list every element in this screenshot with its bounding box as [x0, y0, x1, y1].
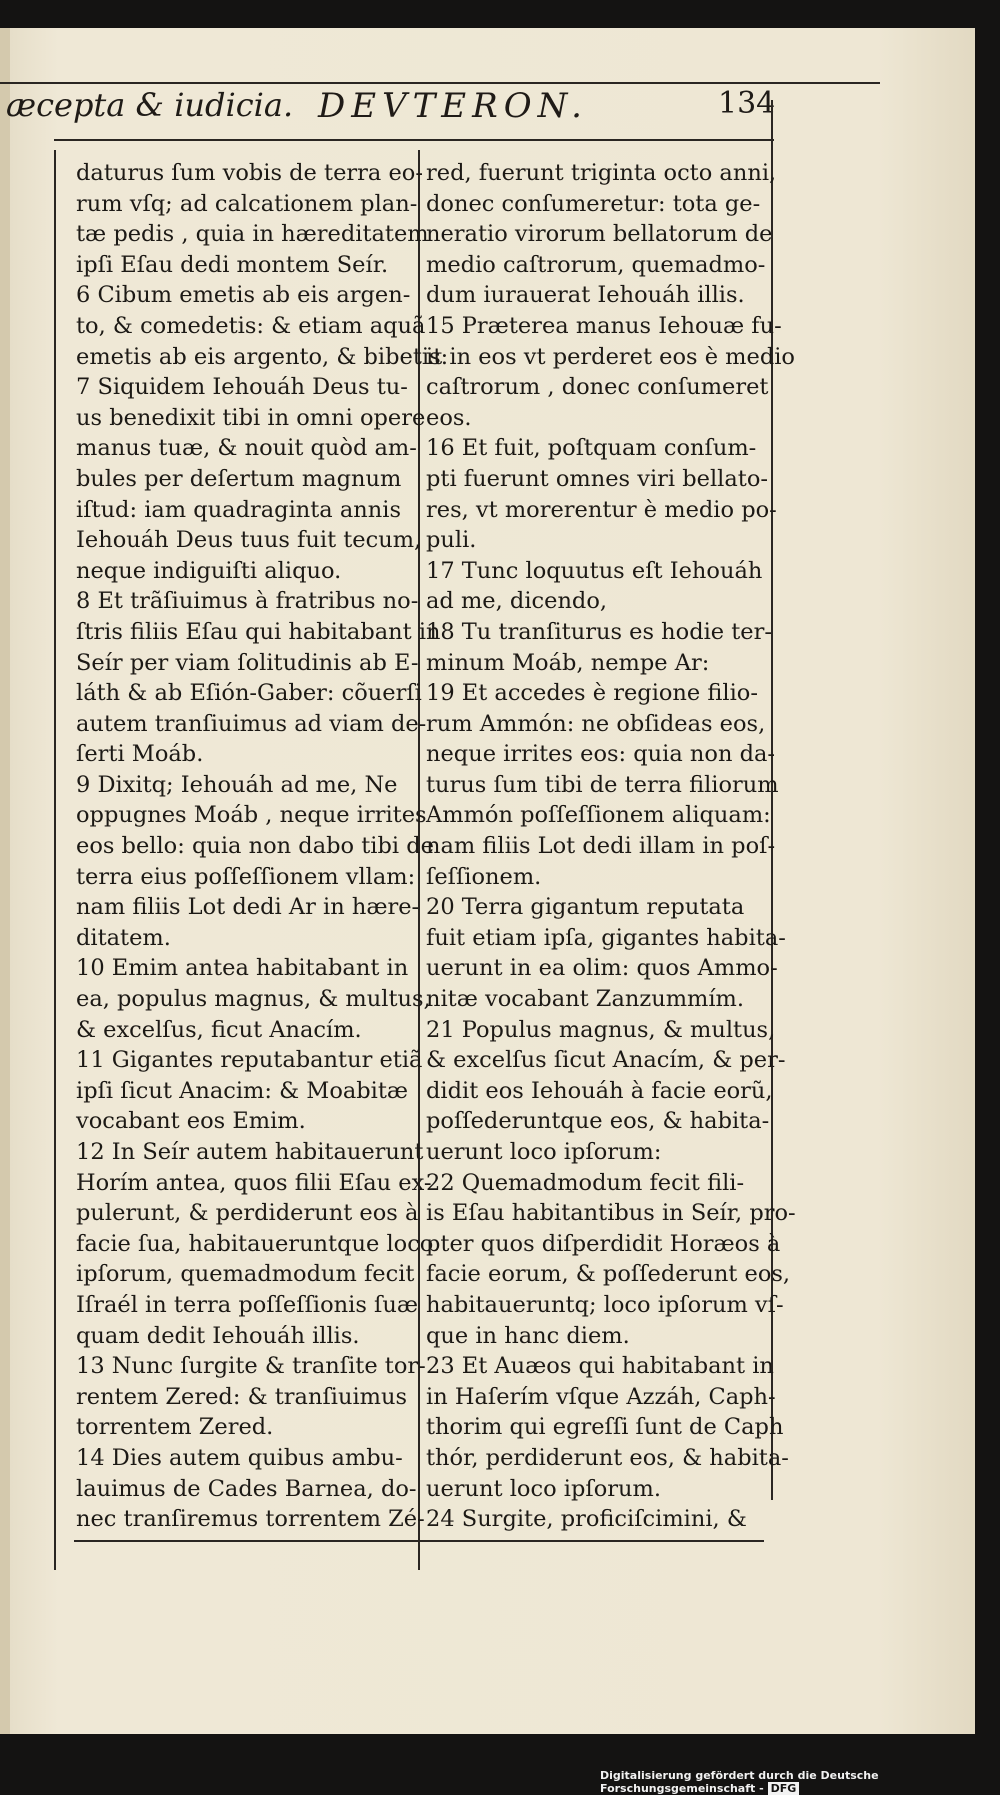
- left-text-column: [76, 158, 449, 1535]
- text-line: eos.: [426, 404, 472, 431]
- text-line: ad me, dicendo,: [426, 588, 608, 615]
- page-number: 134: [718, 86, 776, 121]
- text-line: 9 Dixitq; Iehouáh ad me, Ne: [76, 771, 398, 798]
- text-line: nec tranſiremus torrentem Zé-: [76, 1506, 425, 1533]
- text-line: Iehouáh Deus tuus fuit tecum,: [76, 527, 422, 554]
- text-line: 21 Populus magnus, & multus,: [426, 1016, 776, 1043]
- text-line: daturus ſum vobis de terra eo-: [76, 160, 423, 186]
- text-line: neratio virorum bellatorum de: [426, 221, 773, 248]
- text-line: Horím antea, quos filii Eſau ex-: [76, 1169, 432, 1196]
- text-line: 19 Et accedes è regione filio-: [426, 680, 758, 707]
- text-line: in Haſerím vſque Azzáh, Caph-: [426, 1383, 776, 1410]
- text-line: neque indiguiſti aliquo.: [76, 557, 342, 584]
- text-line: Seír per viam ſolitudinis ab E-: [76, 649, 419, 676]
- text-line: torrentem Zered.: [76, 1414, 274, 1441]
- text-line: 18 Tu tranſiturus es hodie ter-: [426, 618, 772, 645]
- text-line: 8 Et trãſiuimus à fratribus no-: [76, 588, 419, 615]
- text-line: 7 Siquidem Iehouáh Deus tu-: [76, 374, 408, 401]
- text-line: & excelſus, ficut Anacím.: [76, 1016, 362, 1043]
- text-line: manus tuæ, & nouit quòd am-: [76, 435, 417, 462]
- right-text-column: [426, 158, 796, 1535]
- text-line: minum Moáb, nempe Ar:: [426, 649, 710, 676]
- text-line: 15 Præterea manus Iehouæ fu-: [426, 312, 782, 339]
- text-line: rum vſq; ad calcationem plan-: [76, 190, 418, 217]
- text-line: poſſederuntque eos, & habita-: [426, 1108, 770, 1135]
- text-line: facie eorum, & poſſederunt eos,: [426, 1261, 791, 1288]
- text-line: puli.: [426, 527, 477, 554]
- dfg-logo: DFG: [768, 1782, 800, 1795]
- credit-text: Digitalisierung gefördert durch die Deutsche Forschungsgemeinschaft -: [600, 1769, 879, 1795]
- text-line: is Eſau habitantibus in Seír, pro-: [426, 1200, 796, 1227]
- page-gutter: [0, 28, 10, 1734]
- text-line: donec conſumeretur: tota ge-: [426, 190, 761, 217]
- text-line: didit eos Iehouáh à facie eorũ,: [426, 1077, 773, 1104]
- text-line: pulerunt, & perdiderunt eos à: [76, 1200, 419, 1227]
- digitization-credit: [600, 1769, 1000, 1795]
- text-line: láth & ab Eſión-Gaber: cõuerſi: [76, 680, 422, 707]
- text-line: habitaueruntq; loco ipſorum vſ-: [426, 1291, 784, 1318]
- text-line: 14 Dies autem quibus ambu-: [76, 1444, 403, 1471]
- text-line: to, & comedetis: & etiam aquã: [76, 312, 426, 339]
- text-line: 6 Cibum emetis ab eis argen-: [76, 282, 411, 309]
- header-top-rule: [0, 82, 880, 84]
- left-column-rule: [54, 150, 56, 1570]
- text-line: 23 Et Auæos qui habitabant in: [426, 1353, 774, 1380]
- text-line: ipſorum, quemadmodum fecit: [76, 1261, 415, 1288]
- text-line: terra eius poſſeſſionem vllam:: [76, 863, 416, 890]
- text-line: dum iurauerat Iehouáh illis.: [426, 282, 745, 309]
- text-line: 24 Surgite, proficiſcimini, &: [426, 1506, 747, 1533]
- text-line: ſerti Moáb.: [76, 741, 204, 768]
- text-line: 17 Tunc loquutus eſt Iehouáh: [426, 557, 763, 584]
- text-line: nitæ vocabant Zanzummím.: [426, 986, 745, 1013]
- text-line: facie ſua, habitaueruntque loco: [76, 1230, 434, 1257]
- text-line: thorim qui egreſſi ſunt de Caph: [426, 1414, 784, 1441]
- text-line: autem tranſiuimus ad viam de-: [76, 710, 427, 737]
- text-line: red, fuerunt triginta octo anni,: [426, 160, 777, 186]
- header-bottom-rule: [54, 139, 774, 141]
- text-line: turus ſum tibi de terra filiorum: [426, 771, 779, 798]
- text-line: medio caſtrorum, quemadmo-: [426, 251, 766, 278]
- text-line: & excelſus ſicut Anacím, & per-: [426, 1047, 786, 1074]
- text-line: tæ pedis , quia in hæreditatem: [76, 221, 429, 248]
- text-line: ipſi ſicut Anacim: & Moabitæ: [76, 1077, 409, 1104]
- running-header: [0, 86, 790, 136]
- text-line: neque irrites eos: quia non da-: [426, 741, 776, 768]
- text-line: 20 Terra gigantum reputata: [426, 894, 745, 921]
- header-book-title: DEVTERON.: [318, 86, 588, 126]
- text-line: bules per deſertum magnum: [76, 465, 402, 492]
- text-line: ſeſſionem.: [426, 863, 542, 890]
- text-line: uerunt in ea olim: quos Ammo-: [426, 955, 778, 982]
- text-line: uerunt loco ipſorum:: [426, 1139, 662, 1165]
- text-line: 22 Quemadmodum fecit fili-: [426, 1169, 745, 1196]
- text-line: ipſi Eſau dedi montem Seír.: [76, 251, 389, 278]
- text-line: iſtud: iam quadraginta annis: [76, 496, 402, 523]
- text-line: it in eos vt perderet eos è medio: [426, 343, 795, 370]
- right-column-rule: [771, 100, 773, 1500]
- text-line: us benedixit tibi in omni opere: [76, 404, 426, 431]
- text-line: vocabant eos Emim.: [76, 1108, 306, 1135]
- text-line: thór, perdiderunt eos, & habita-: [426, 1444, 789, 1471]
- text-line: 13 Nunc ſurgite & tranſite tor-: [76, 1353, 426, 1380]
- text-line: Ammón poſſeſſionem aliquam:: [426, 802, 771, 829]
- text-line: 16 Et fuit, poſtquam conſum-: [426, 435, 757, 462]
- text-line: ditatem.: [76, 924, 171, 951]
- header-left-title: ӕcepta & iudicia.: [6, 86, 294, 124]
- text-line: pter quos diſperdidit Horæos à: [426, 1230, 781, 1257]
- text-line: que in hanc diem.: [426, 1322, 630, 1349]
- text-line: quam dedit Iehouáh illis.: [76, 1322, 360, 1349]
- text-line: res, vt morerentur è medio po-: [426, 496, 777, 523]
- text-line: eos bello: quia non dabo tibi de: [76, 833, 434, 860]
- text-line: rum Ammón: ne obſideas eos,: [426, 710, 766, 737]
- text-line: rentem Zered: & tranſiuimus: [76, 1383, 408, 1410]
- text-line: Iſraél in terra poſſeſſionis ſuæ: [76, 1291, 418, 1318]
- text-line: ſtris filiis Eſau qui habitabant in: [76, 618, 441, 645]
- text-line: ea, populus magnus, & multus,: [76, 986, 431, 1013]
- text-line: 11 Gigantes reputabantur etiã: [76, 1047, 423, 1074]
- text-line: nam filiis Lot dedi Ar in hære-: [76, 894, 420, 921]
- text-line: nam filiis Lot dedi illam in poſ-: [426, 833, 776, 860]
- text-line: caſtrorum , donec conſumeret: [426, 374, 769, 401]
- text-bottom-rule: [74, 1540, 764, 1542]
- text-line: lauimus de Cades Barnea, do-: [76, 1475, 417, 1502]
- text-line: pti fuerunt omnes viri bellato-: [426, 465, 768, 492]
- text-line: fuit etiam ipſa, gigantes habita-: [426, 924, 786, 951]
- text-line: 12 In Seír autem habitauerunt: [76, 1139, 424, 1165]
- text-line: uerunt loco ipſorum.: [426, 1475, 661, 1502]
- text-line: 10 Emim antea habitabant in: [76, 955, 409, 982]
- text-line: emetis ab eis argento, & bibetis:: [76, 343, 449, 370]
- text-line: oppugnes Moáb , neque irrites: [76, 802, 427, 829]
